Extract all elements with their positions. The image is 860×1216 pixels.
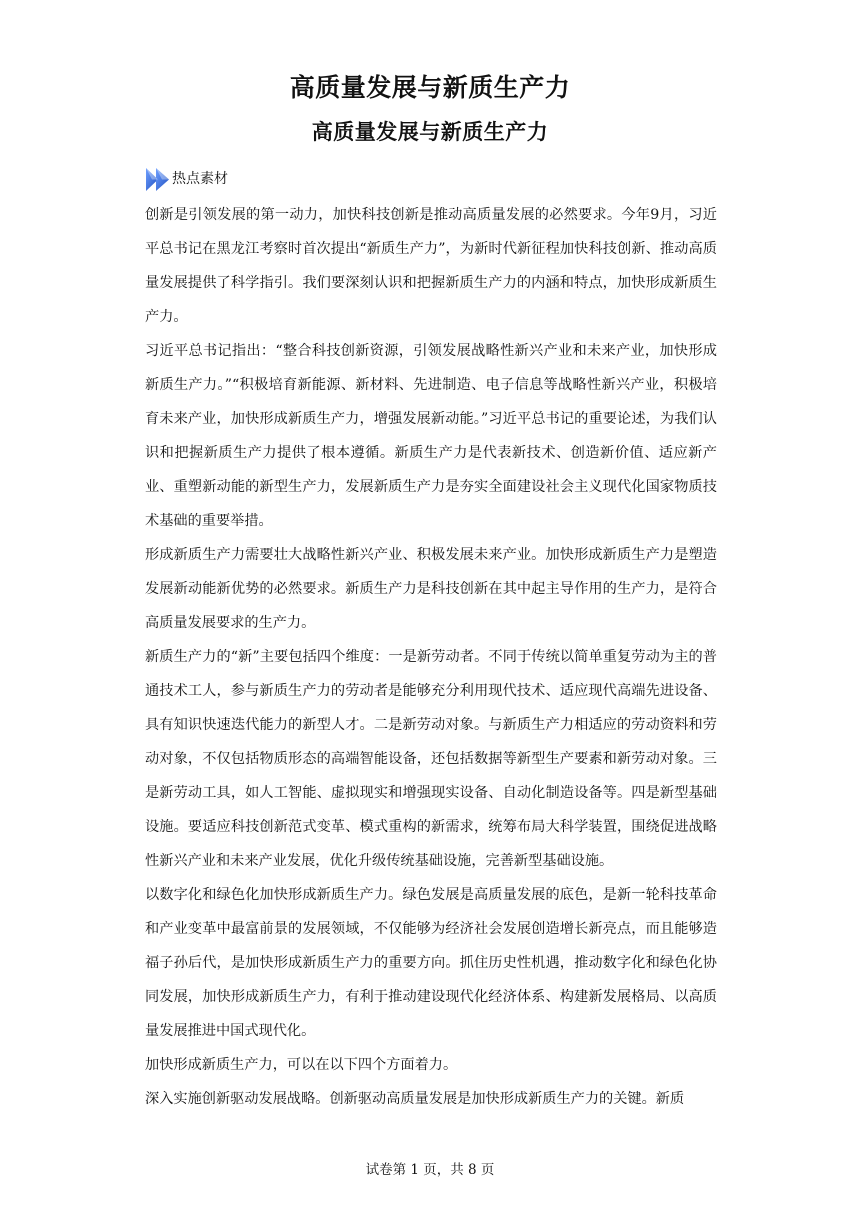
paragraph: 深入实施创新驱动发展战略。创新驱动高质量发展是加快形成新质生产力的关键。新质 — [145, 1091, 685, 1107]
section-label: 热点素材 — [172, 171, 228, 187]
section-header — [145, 165, 228, 193]
paragraph: 以数字化和绿色化加快形成新质生产力。绿色发展是高质量发展的底色，是新一轮科技革命和产业变革中最富前景的发展领域，不仅能够为经济社会发展创造增长新亮点，而且能够造福子孙后代，是加快形成新质生产力的重要方向。抓住历史性机遇，推动数字化和绿色化协同发展，加快形成新质生产力，有利于推动建设现代化经济体系、构建新发展格局、以高质量发展推进中国式现代化。 — [145, 887, 717, 1039]
article-body — [145, 198, 717, 1116]
paragraph: 加快形成新质生产力，可以在以下四个方面着力。 — [145, 1057, 458, 1073]
document-subtitle: 高质量发展与新质生产力 — [311, 119, 549, 144]
paragraph: 形成新质生产力需要壮大战略性新兴产业、积极发展未来产业。加快形成新质生产力是塑造发展新动能新优势的必然要求。新质生产力是科技创新在其中起主导作用的生产力，是符合高质量发展要求的生产力。 — [145, 547, 717, 631]
paragraph: 创新是引领发展的第一动力，加快科技创新是推动高质量发展的必然要求。今年9月，习近平总书记在黑龙江考察时首次提出“新质生产力”，为新时代新征程加快科技创新、推动高质量发展提供了科学指引。我们要深刻认识和把握新质生产力的内涵和特点，加快形成新质生产力。 — [145, 207, 717, 325]
document-title: 高质量发展与新质生产力 — [289, 73, 571, 102]
paragraph: 习近平总书记指出：“整合科技创新资源，引领发展战略性新兴产业和未来产业，加快形成新质生产力。”“积极培育新能源、新材料、先进制造、电子信息等战略性新兴产业，积极培育未来产业，加快形成新质生产力，增强发展新动能。”习近平总书记的重要论述，为我们认识和把握新质生产力提供了根本遵循。新质生产力是代表新技术、创造新价值、适应新产业、重塑新动能的新型生产力，发展新质生产力是夯实全面建设社会主义现代化国家物质技术基础的重要举措。 — [145, 343, 717, 529]
double-chevron-right-icon — [145, 166, 172, 193]
paragraph: 新质生产力的“新”主要包括四个维度：一是新劳动者。不同于传统以简单重复劳动为主的普通技术工人，参与新质生产力的劳动者是能够充分利用现代技术、适应现代高端先进设备、具有知识快速迭代能力的新型人才。二是新劳动对象。与新质生产力相适应的劳动资料和劳动对象，不仅包括物质形态的高端智能设备，还包括数据等新型生产要素和新劳动对象。三是新劳动工具，如人工智能、虚拟现实和增强现实设备、自动化制造设备等。四是新型基础设施。要适应科技创新范式变革、模式重构的新需求，统筹布局大科学装置，围绕促进战略性新兴产业和未来产业发展，优化升级传统基础设施，完善新型基础设施。 — [145, 649, 717, 869]
page-footer: 试卷第 1 页，共 8 页 — [365, 1162, 495, 1178]
